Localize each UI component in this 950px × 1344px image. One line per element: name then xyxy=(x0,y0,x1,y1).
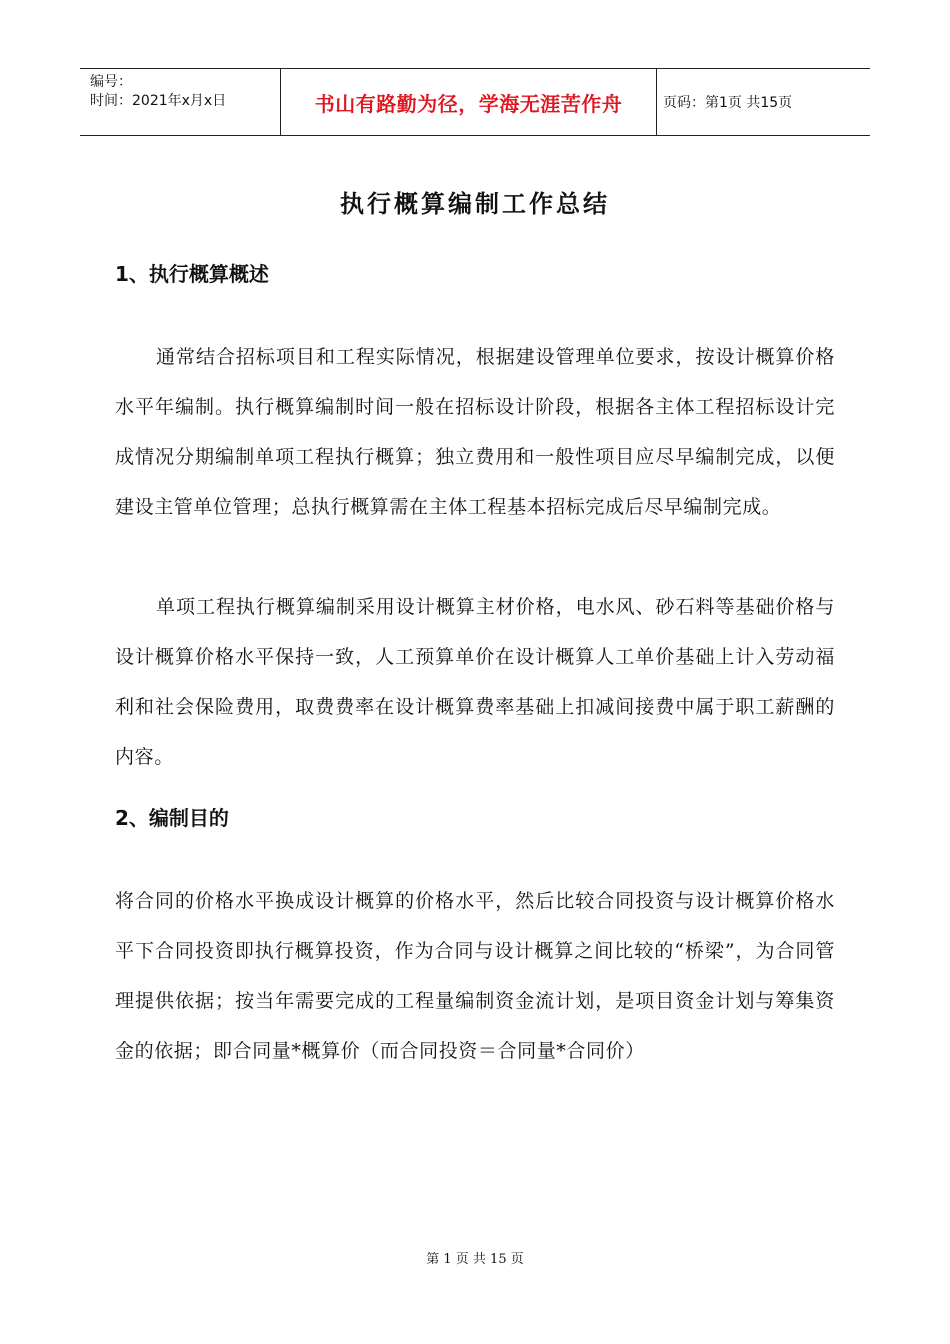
page-header xyxy=(80,68,870,136)
section-heading-overview: 1、执行概算概述 xyxy=(115,262,269,286)
document-time-label: 时间：2021年x月x日 xyxy=(90,93,227,109)
section-heading-purpose: 2、编制目的 xyxy=(115,806,229,830)
paragraph-overview-1: 通常结合招标项目和工程实际情况，根据建设管理单位要求，按设计概算价格水平年编制。执行概算编制时间一般在招标设计阶段，根据各主体工程招标设计完成情况分期编制单项工程执行概算；独立费用和一般性项目应尽早编制完成，以便建设主管单位管理；总执行概算需在主体工程基本招标完成后尽早编制完成。 xyxy=(115,346,835,518)
page-footer: 第 1 页 共 15 页 xyxy=(426,1252,524,1267)
document-title: 执行概算编制工作总结 xyxy=(340,189,610,218)
header-motto: 书山有路勤为径，学海无涯苦作舟 xyxy=(281,69,657,135)
header-meta xyxy=(80,69,281,135)
paragraph-purpose-1: 将合同的价格水平换成设计概算的价格水平，然后比较合同投资与设计概算价格水平下合同投资即执行概算投资，作为合同与设计概算之间比较的“桥梁”，为合同管理提供依据；按当年需要完成的工程量编制资金流计划，是项目资金计划与筹集资金的依据；即合同量*概算价（而合同投资＝合同量*合同价） xyxy=(115,890,835,1062)
paragraph-overview-2: 单项工程执行概算编制采用设计概算主材价格，电水风、砂石料等基础价格与设计概算价格水平保持一致，人工预算单价在设计概算人工单价基础上计入劳动福利和社会保险费用，取费费率在设计概算费率基础上扣减间接费中属于职工薪酬的内容。 xyxy=(115,596,835,768)
header-page-info: 页码：第1页 共15页 xyxy=(663,95,793,111)
document-number-label: 编号： xyxy=(90,74,132,90)
